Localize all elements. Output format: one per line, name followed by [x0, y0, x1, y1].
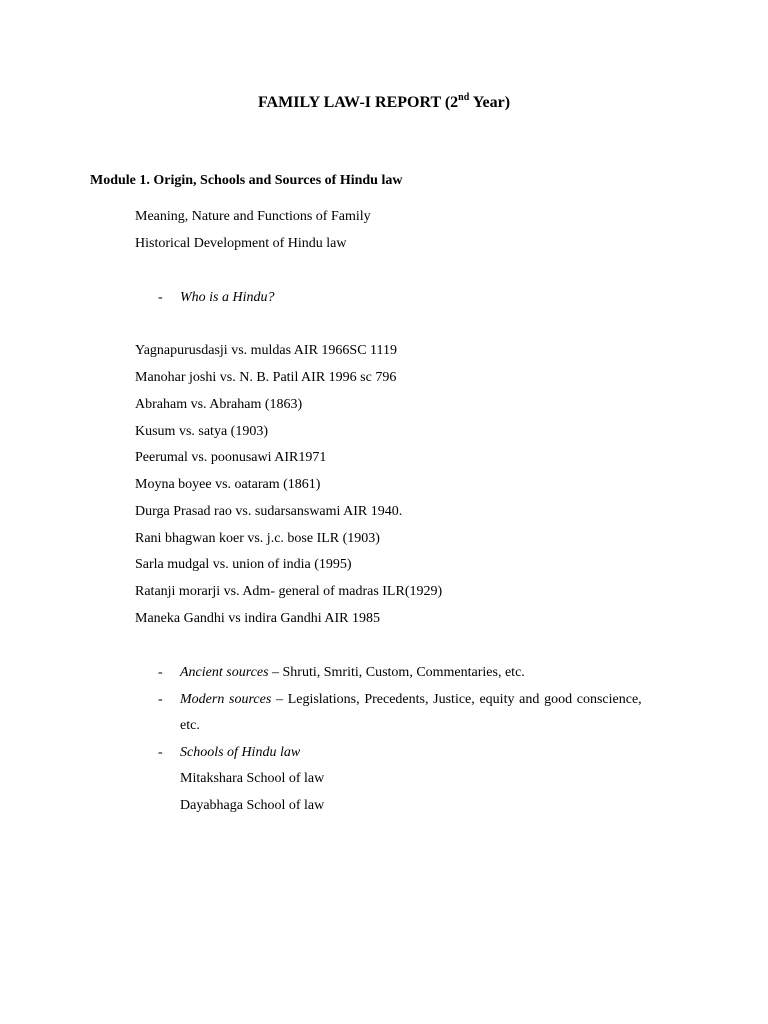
case-text: Moyna boyee vs. oataram (1861) — [135, 477, 321, 492]
topic-text: Historical Development of Hindu law — [135, 236, 347, 251]
case-text: Yagnapurusdasji vs. muldas AIR 1966SC 1119 — [135, 343, 398, 358]
topic-text: Meaning, Nature and Functions of Family — [135, 209, 371, 224]
document-title — [0, 92, 768, 114]
bullet-dash: - — [158, 665, 163, 680]
school-name: Dayabhaga School of law — [180, 798, 325, 813]
case-text: Kusum vs. satya (1903) — [135, 424, 268, 439]
case-text: Sarla mudgal vs. union of india (1995) — [135, 557, 352, 572]
ancient-sources-label: Ancient sources — [180, 665, 269, 680]
modern-sources-etc: etc. — [180, 718, 200, 733]
case-text: Manohar joshi vs. N. B. Patil AIR 1996 sc 796 — [135, 370, 397, 385]
module-heading: Module 1. Origin, Schools and Sources of Hindu law — [90, 173, 403, 188]
ancient-sources-line — [180, 663, 525, 683]
separator: – — [271, 692, 288, 707]
case-text: Rani bhagwan koer vs. j.c. bose ILR (1903) — [135, 531, 380, 546]
case-text: Ratanji morarji vs. Adm- general of madras ILR(1929) — [135, 584, 443, 599]
title-superscript: nd — [458, 91, 470, 103]
case-text: Peerumal vs. poonusawi AIR1971 — [135, 450, 327, 465]
title-main: FAMILY LAW-I REPORT (2 — [257, 94, 459, 111]
case-text: Durga Prasad rao vs. sudarsanswami AIR 1940. — [135, 504, 403, 519]
ancient-sources-text: Shruti, Smriti, Custom, Commentaries, etc. — [282, 665, 525, 680]
modern-sources-line — [180, 690, 642, 710]
bullet-dash: - — [158, 745, 163, 760]
bullet-dash: - — [158, 290, 163, 305]
separator: – — [268, 665, 283, 680]
school-name: Mitakshara School of law — [180, 771, 325, 786]
title-end: Year) — [469, 94, 511, 111]
modern-sources-text: Legislations, Precedents, Justice, equity and good conscience, — [287, 692, 642, 707]
modern-sources-label: Modern sources — [180, 692, 272, 707]
bullet-dash: - — [158, 692, 163, 707]
case-text: Maneka Gandhi vs indira Gandhi AIR 1985 — [135, 611, 380, 626]
who-is-hindu-text: Who is a Hindu? — [180, 290, 275, 305]
schools-label: Schools of Hindu law — [180, 745, 301, 760]
case-text: Abraham vs. Abraham (1863) — [135, 397, 303, 412]
